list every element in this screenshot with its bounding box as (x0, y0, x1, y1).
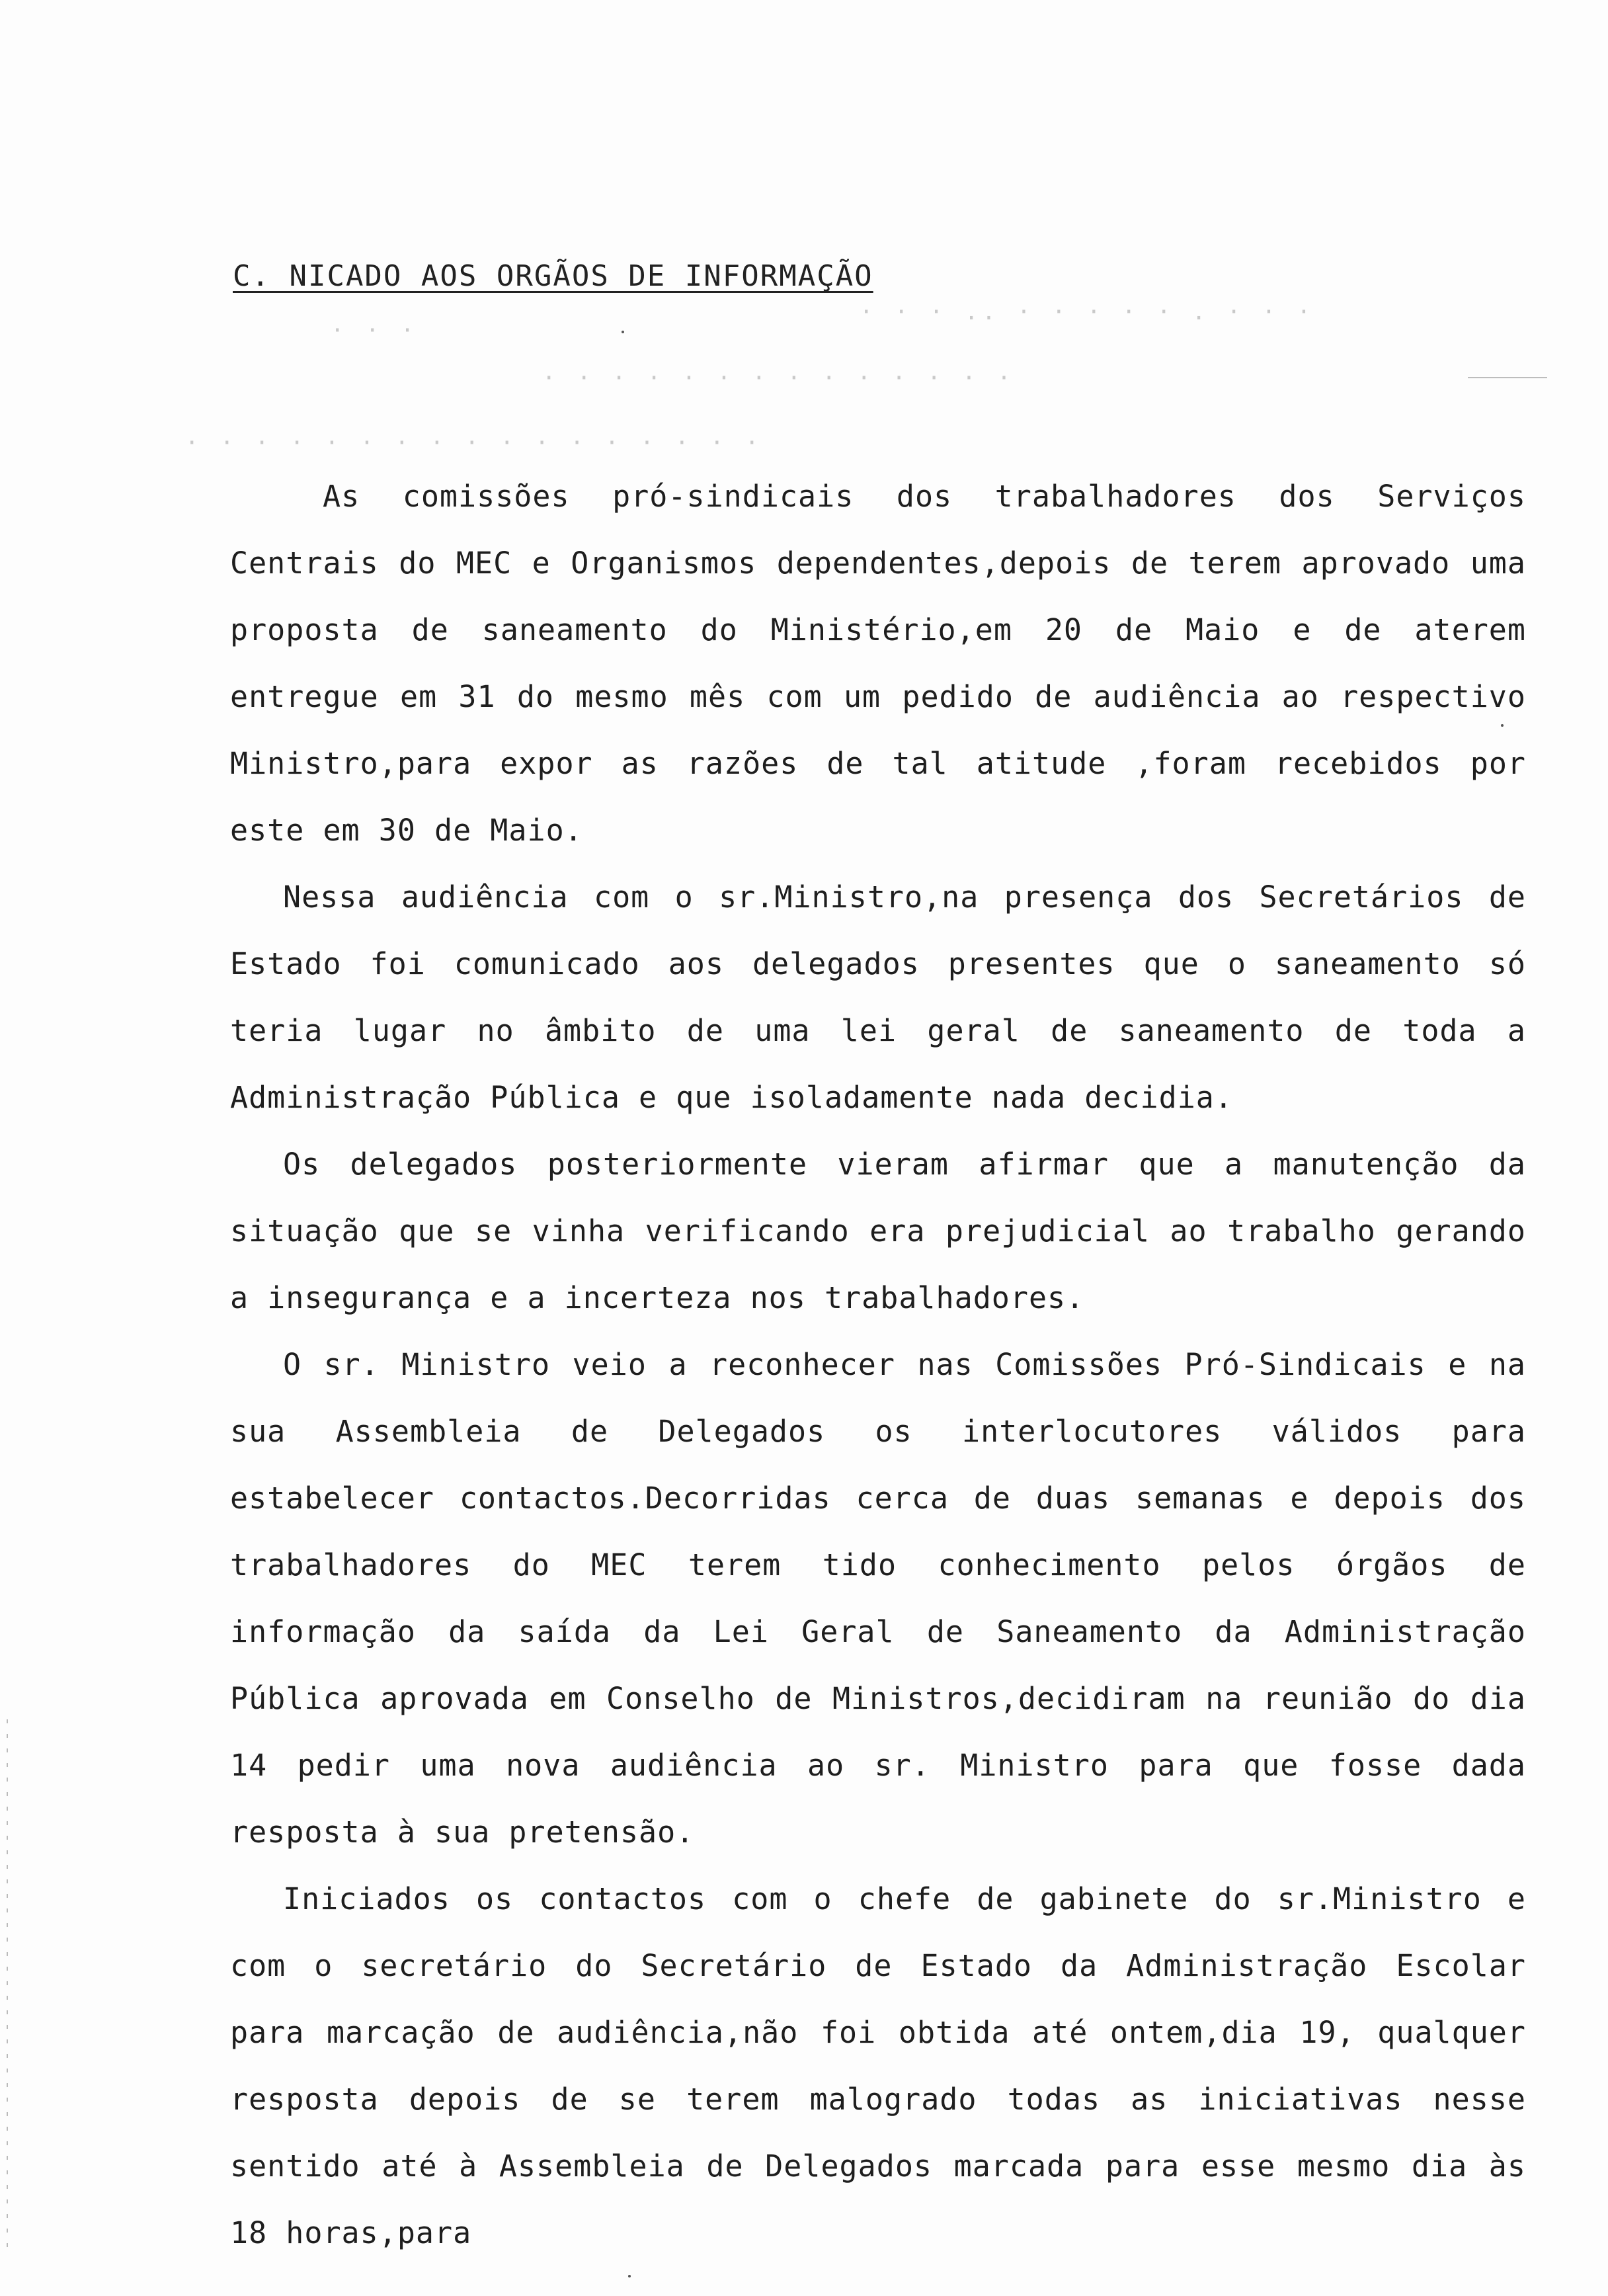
bleed-through-mark: · · · · · · · · · · · · · · (542, 365, 1015, 391)
bleed-through-mark (1468, 377, 1547, 378)
document-body (230, 463, 1526, 2266)
page-edge-mark (7, 1719, 8, 2248)
body-paragraph: Os delegados posteriormente vieram afirmar que a manutenção da situação que se vinha verificando era prejudicial ao trabalho gerando a insegurança e a incerteza nos trabalhadores. (230, 1147, 1526, 1315)
paper-speck (1501, 724, 1504, 727)
body-paragraph: Nessa audiência com o sr.Ministro,na presença dos Secretários de Estado foi comunicado aos delegados presentes que o saneamento só teria lugar no âmbito de uma lei geral de saneamento de toda a Administração Pública e que isoladamente nada decidia. (230, 880, 1526, 1115)
bleed-through-mark: · · · .. · · · · · . · · · (860, 299, 1315, 325)
bleed-through-mark: · · · (331, 317, 419, 344)
paper-speck (628, 2275, 631, 2277)
body-paragraph: O sr. Ministro veio a reconhecer nas Comissões Pró-Sindicais e na sua Assembleia de Delegados os interlocutores válidos para estabelecer contactos.Decorridas cerca de duas semanas e depois dos trabalhadores do MEC terem tido conhecimento pelos órgãos de informação da saída da Lei Geral de Saneamento da Administração Pública aprovada em Conselho de Ministros,decidiram na reunião do dia 14 pedir uma nova audiência ao sr. Ministro para que fosse dada resposta à sua pretensão. (230, 1347, 1526, 1850)
body-paragraph: Iniciados os contactos com o chefe de gabinete do sr.Ministro e com o secretário do Secretário de Estado da Administração Escolar para marcação de audiência,não foi obtida até ontem,dia 19, qualquer resposta depois de se terem malogrado todas as iniciativas nesse sentido até à Assembleia de Delegados marcada para esse mesmo dia às 18 horas,para (230, 1881, 1526, 2250)
body-paragraph: As comissões pró-sindicais dos trabalhadores dos Serviços Centrais do MEC e Organismos dependentes,depois de terem aprovado uma proposta de saneamento do Ministério,em 20 de Maio e de aterem entregue em 31 do mesmo mês com um pedido de audiência ao respectivo Ministro,para expor as razões de tal atitude ,foram recebidos por este em 30 de Maio. (230, 479, 1526, 848)
document-title: C. NICADO AOS ORGÃOS DE INFORMAÇÃO (233, 259, 873, 293)
paper-speck (622, 331, 624, 333)
bleed-through-mark: · · · · · · · · · · · · · · · · · (185, 430, 763, 456)
